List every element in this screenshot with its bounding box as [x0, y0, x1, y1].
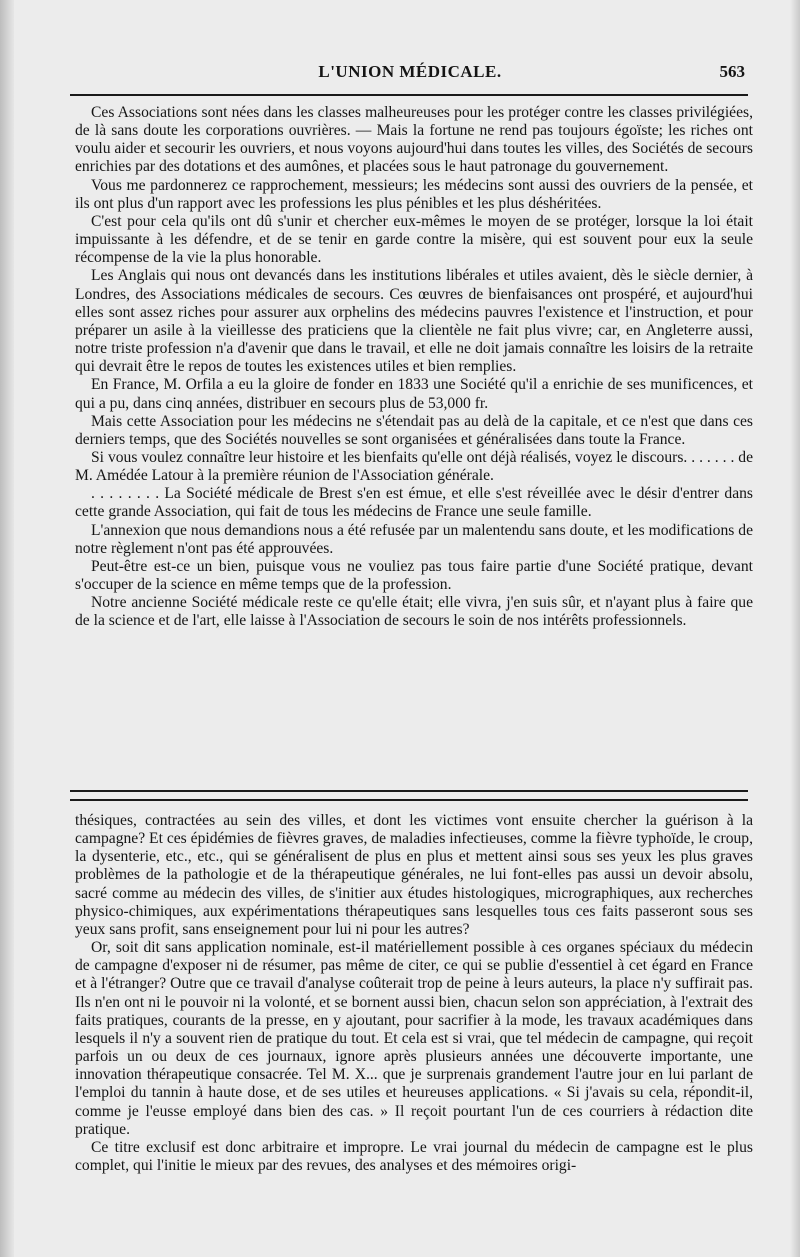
- paragraph: Peut-être est-ce un bien, puisque vous ne vouliez pas tous faire partie d'une Société pratique, devant s'occuper de la science en même temps que de la profession.: [75, 557, 753, 594]
- paragraph: Ce titre exclusif est donc arbitraire et impropre. Le vrai journal du médecin de campagne est le plus complet, qui l'initie le mieux par des revues, des analyses et des mémoires origi-: [75, 1138, 753, 1174]
- paragraph: En France, M. Orfila a eu la gloire de fonder en 1833 une Société qu'il a enrichie de ses munificences, et qui a pu, dans cinq années, distribuer en secours plus de 53,000 fr.: [75, 376, 753, 412]
- paragraph: Vous me pardonnerez ce rapprochement, messieurs; les médecins sont aussi des ouvriers de la pensée, et ils ont plus d'un rapport avec les professions les plus pénibles et les plus déshéritées.: [75, 176, 753, 212]
- header-rule: [70, 94, 748, 96]
- section-separator-rule: [70, 790, 748, 801]
- paragraph: Si vous voulez connaître leur histoire et les bienfaits qu'elle ont déjà réalisés, voyez le discours. . . . . . . de M. Amédée Latour à la première réunion de l'Association générale.: [75, 448, 753, 485]
- paragraph: Mais cette Association pour les médecins ne s'étendait pas au delà de la capitale, et ce n'est que dans ces derniers temps, que des Sociétés nouvelles se sont organisées et généralisées dans toute la France.: [75, 412, 753, 448]
- paragraph: Notre ancienne Société médicale reste ce qu'elle était; elle vivra, j'en suis sûr, et n'ayant plus à faire que de la science et de l'art, elle laisse à l'Association de secours le soin de nos intérêts professionnels.: [75, 594, 753, 630]
- paragraph: Ces Associations sont nées dans les classes malheureuses pour les protéger contre les classes privilégiées, de là sans doute les corporations ouvrières. — Mais la fortune ne rend pas toujours égoïste; les riches ont voulu aider et secourir les ouvriers, et nous voyons aujourd'hui dans toutes les villes, des Sociétés de secours enrichies par des dotations et des aumônes, et placées sous le haut patronage du gouvernement.: [75, 104, 753, 176]
- paragraph: Or, soit dit sans application nominale, est-il matériellement possible à ces organes spéciaux du médecin de campagne d'exposer ni de résumer, pas même de citer, ce qui se publie d'essentiel à cet égard en France et à l'étranger? Outre que ce travail d'analyse coûterait trop de peine à leurs auteurs, la place n'y suffirait pas. Ils n'en ont ni le pouvoir ni la volonté, et se bornent aussi bien, chacun selon son appréciation, à l'extrait des faits pratiques, courants de la presse, en y ajoutant, pour sacrifier à la mode, les travaux académiques dans lesquels il n'y a souvent rien de pratique du tout. Et cela est si vrai, que tel médecin de campagne, qui reçoit parfois un ou deux de ces journaux, ignore après plusieurs années une découverte importante, une innovation thérapeutique consacrée. Tel M. X... que je surprenais grandement l'autre jour en lui parlant de l'emploi du tannin à haute dose, et de ses utiles et heureuses applications. « Si j'avais su cela, répondit-il, comme je l'eusse employé dans bien des cas. » Il reçoit pourtant l'un de ces courriers à rédaction dite pratique.: [75, 939, 753, 1138]
- paragraph: . . . . . . . . La Société médicale de Brest s'en est émue, et elle s'est réveillée avec le désir d'entrer dans cette grande Association, qui fait de tous les médecins de France une seule famille.: [75, 485, 753, 521]
- paragraph: L'annexion que nous demandions nous a été refusée par un malentendu sans doute, et les modifications de notre règlement n'ont pas été approuvées.: [75, 521, 753, 557]
- paragraph: C'est pour cela qu'ils ont dû s'unir et chercher eux-mêmes le moyen de se protéger, lorsque la loi était impuissante à les défendre, et de se tenir en garde contre la misère, qui est souvent pour eux la seule récompense de la vie la plus honorable.: [75, 212, 753, 267]
- page-number: 563: [719, 62, 745, 81]
- running-title: L'UNION MÉDICALE.: [318, 62, 502, 81]
- page-header: [75, 62, 745, 88]
- speech-column: [75, 104, 753, 631]
- paragraph: thésiques, contractées au sein des villes, et dont les victimes vont ensuite chercher la guérison à la campagne? Et ces épidémies de fièvres graves, de maladies infectieuses, comme la fièvre typhoïde, le croup, la dysenterie, etc., etc., qui se généralisent de plus en plus et mettent ainsi sous ses yeux les plus graves problèmes de la pathologie et de la thérapeutique générales, ne lui font-elles pas aussi un devoir absolu, sacré comme au médecin des villes, de s'initier aux études histologiques, micrographiques, aux recherches physico-chimiques, aux expérimentations thérapeutiques sans lesquelles tous ces faits passeront sous ses yeux sans profit, sans enseignement pour lui ni pour les autres?: [75, 812, 753, 938]
- paragraph: Les Anglais qui nous ont devancés dans les institutions libérales et utiles avaient, dès le siècle dernier, à Londres, des Associations médicales de secours. Ces œuvres de bienfaisances ont prospéré, et aujourd'hui elles sont assez riches pour assurer aux orphelins des médecins pauvres l'existence et l'instruction, et pour préparer un asile à la vieillesse des praticiens que la clientèle ne fait plus vivre; car, en Angleterre aussi, notre triste profession n'a d'avenir que dans le travail, et elle ne doit jamais connaître les loisirs de la retraite qui devrait être le repos de toutes les existences utiles et bien remplies.: [75, 267, 753, 376]
- feuilleton-column: [75, 812, 753, 1175]
